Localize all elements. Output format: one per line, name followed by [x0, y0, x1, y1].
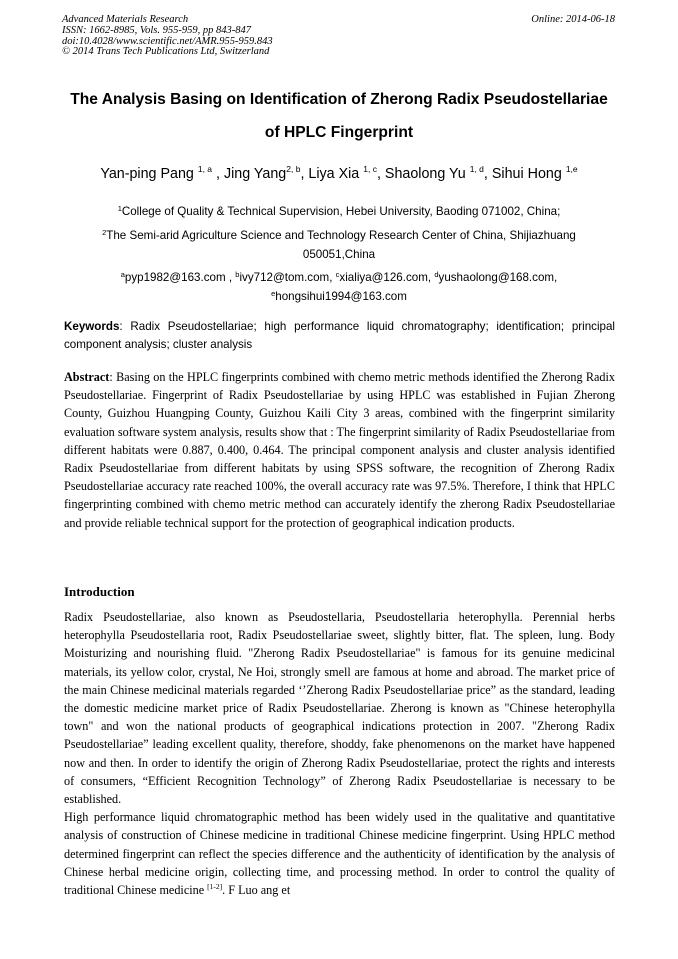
intro-paragraph-2-text: High performance liquid chromatographic method has been widely used in the qualitative and quantitative analysis of construction of Chinese medicine in traditional Chinese medicine fingerprint. Using HPLC method determined fingerprint can reflect the species difference and the authenticity of identification by the analysis of Chinese herbal medicine origin, collecting time, and processing method. In order to control the quality of traditional Chinese medicine [64, 810, 615, 898]
abstract-text: : Basing on the HPLC fingerprints combined with chemo metric methods identified the Zherong Radix Pseudostellariae. Fingerprint of Radix Pseudostellariae by using HPLC was established in Fujian Zherong County, Guizhou Huangping County, Guizhou Kaili City 3 areas, combined with the fingerprint similarity evaluation software system analysis, results show that : The fingerprint similarity of Radix Pseudostellariae from different habitats were 0.887, 0.400, 0.464. The principal component analysis and cluster analysis identified Radix Pseudostellariae from different habitats by using SPSS software, the recognition of Zherong Radix Pseudostellariae accuracy rate reached 100%, the overall accuracy rate was 97.5%. Therefore, I think that HPLC fingerprinting combined with chemo metric method can accurately identify the zherong Radix Pseudostellariae and provide reliable technical support for the protection of geographical indication products. [64, 370, 615, 530]
email-c[interactable]: xialiya@126.com, [339, 271, 432, 284]
affiliation-sup: 1 [117, 204, 122, 213]
author-sup: 1, a [197, 164, 213, 174]
citation-ref[interactable]: [1-2] [207, 882, 223, 892]
author-name: Jing Yang [223, 166, 287, 182]
author-name: Liya Xia [308, 166, 360, 182]
email-d[interactable]: yushaolong@168.com, [438, 271, 558, 284]
author-name: Yan-ping Pang [100, 166, 194, 182]
affiliation-text: The Semi-arid Agriculture Science and Technology Research Center of China, Shijiazhuang [106, 229, 576, 242]
author-separator: , [300, 166, 309, 182]
affiliation-sup: 2 [102, 228, 107, 237]
email-e[interactable]: hongsihui1994@163.com [275, 290, 407, 303]
author-separator: , [483, 166, 492, 182]
keywords-text: : Radix Pseudostellariae; high performance liquid chromatography; identification; principal component analysis; cluster analysis [64, 320, 615, 351]
author-sup: 1, d [469, 164, 484, 174]
online-date: Online: 2014-06-18 [531, 14, 615, 25]
author-sup: 1,e [565, 164, 578, 174]
doi-line: doi:10.4028/www.scientific.net/AMR.955-959.843 [62, 35, 273, 47]
keywords-label: Keywords [64, 320, 120, 333]
email-sup: c [335, 270, 340, 279]
abstract-block [64, 368, 615, 532]
affiliation-1 [40, 202, 638, 221]
journal-header [62, 15, 273, 58]
affiliation-text-cont: 050051,China [302, 248, 376, 261]
email-sup: b [235, 270, 240, 279]
email-sup: e [271, 289, 276, 298]
intro-paragraph-2-tail: . F Luo ang et [222, 883, 291, 898]
paper-title-line-1: The Analysis Basing on Identification of Zherong Radix Pseudostellariae [70, 91, 608, 108]
intro-paragraph-2 [64, 808, 615, 899]
email-sup: d [434, 270, 439, 279]
author-separator: , [376, 166, 385, 182]
intro-paragraph-1: Radix Pseudostellariae, also known as Pseudostellaria, Pseudostellaria heterophylla. Perennial herbs heterophylla Pseudostellaria root, Radix Pseudostellariae sweet, slightly bitter, flat. The spleen, lung. Body Moisturizing and nourishing fluid. "Zherong Radix Pseudostellariae" is famous for its genuine medicinal materials, its yellow color, crystal, Ne Hoi, strongly smell are famous at home and abroad. The market price of the main Chinese medicinal materials regarded ‘’Zherong Radix Pseudostellariae price” as the standard, leading the domestic medicine market price of Radix Pseudostellariae. Zherong is known as "Chinese heterophylla town" and won the national products of geographical indications protection in 2007. "Zherong Radix Pseudostellariae” leading excellent quality, therefore, shoddy, fake phenomenons on the market have happened now and then. In order to identify the origin of Zherong Radix Pseudostellariae, protect the rights and interests of consumers, “Efficient Recognition Technology” of Zherong Radix Pseudostellariae is necessary to be established. [64, 610, 615, 807]
author-name: Shaolong Yu [384, 166, 466, 182]
email-list [40, 268, 638, 306]
affiliation-text: College of Quality & Technical Supervision, Hebei University, Baoding 071002, China; [121, 205, 561, 218]
author-list [20, 166, 658, 182]
author-separator: , [212, 166, 224, 182]
author-sup: 2, b [286, 164, 301, 174]
paper-title-line-2: of HPLC Fingerprint [264, 124, 414, 141]
journal-name: Advanced Materials Research [62, 14, 189, 25]
affiliation-2 [40, 226, 638, 264]
copyright-line: © 2014 Trans Tech Publications Ltd, Switzerland [62, 46, 270, 58]
issn-line: ISSN: 1662-8985, Vols. 955-959, pp 843-847 [62, 24, 251, 36]
author-sup: 1, c [363, 164, 377, 174]
keywords-block [64, 318, 615, 354]
email-b[interactable]: ivy712@tom.com, [239, 271, 333, 284]
section-heading-introduction: Introduction [64, 584, 135, 599]
email-a[interactable]: pyp1982@163.com , [124, 271, 233, 284]
email-sup: a [120, 270, 125, 279]
author-name: Sihui Hong [491, 166, 562, 182]
abstract-label: Abstract [64, 370, 110, 384]
introduction-body [64, 608, 615, 899]
